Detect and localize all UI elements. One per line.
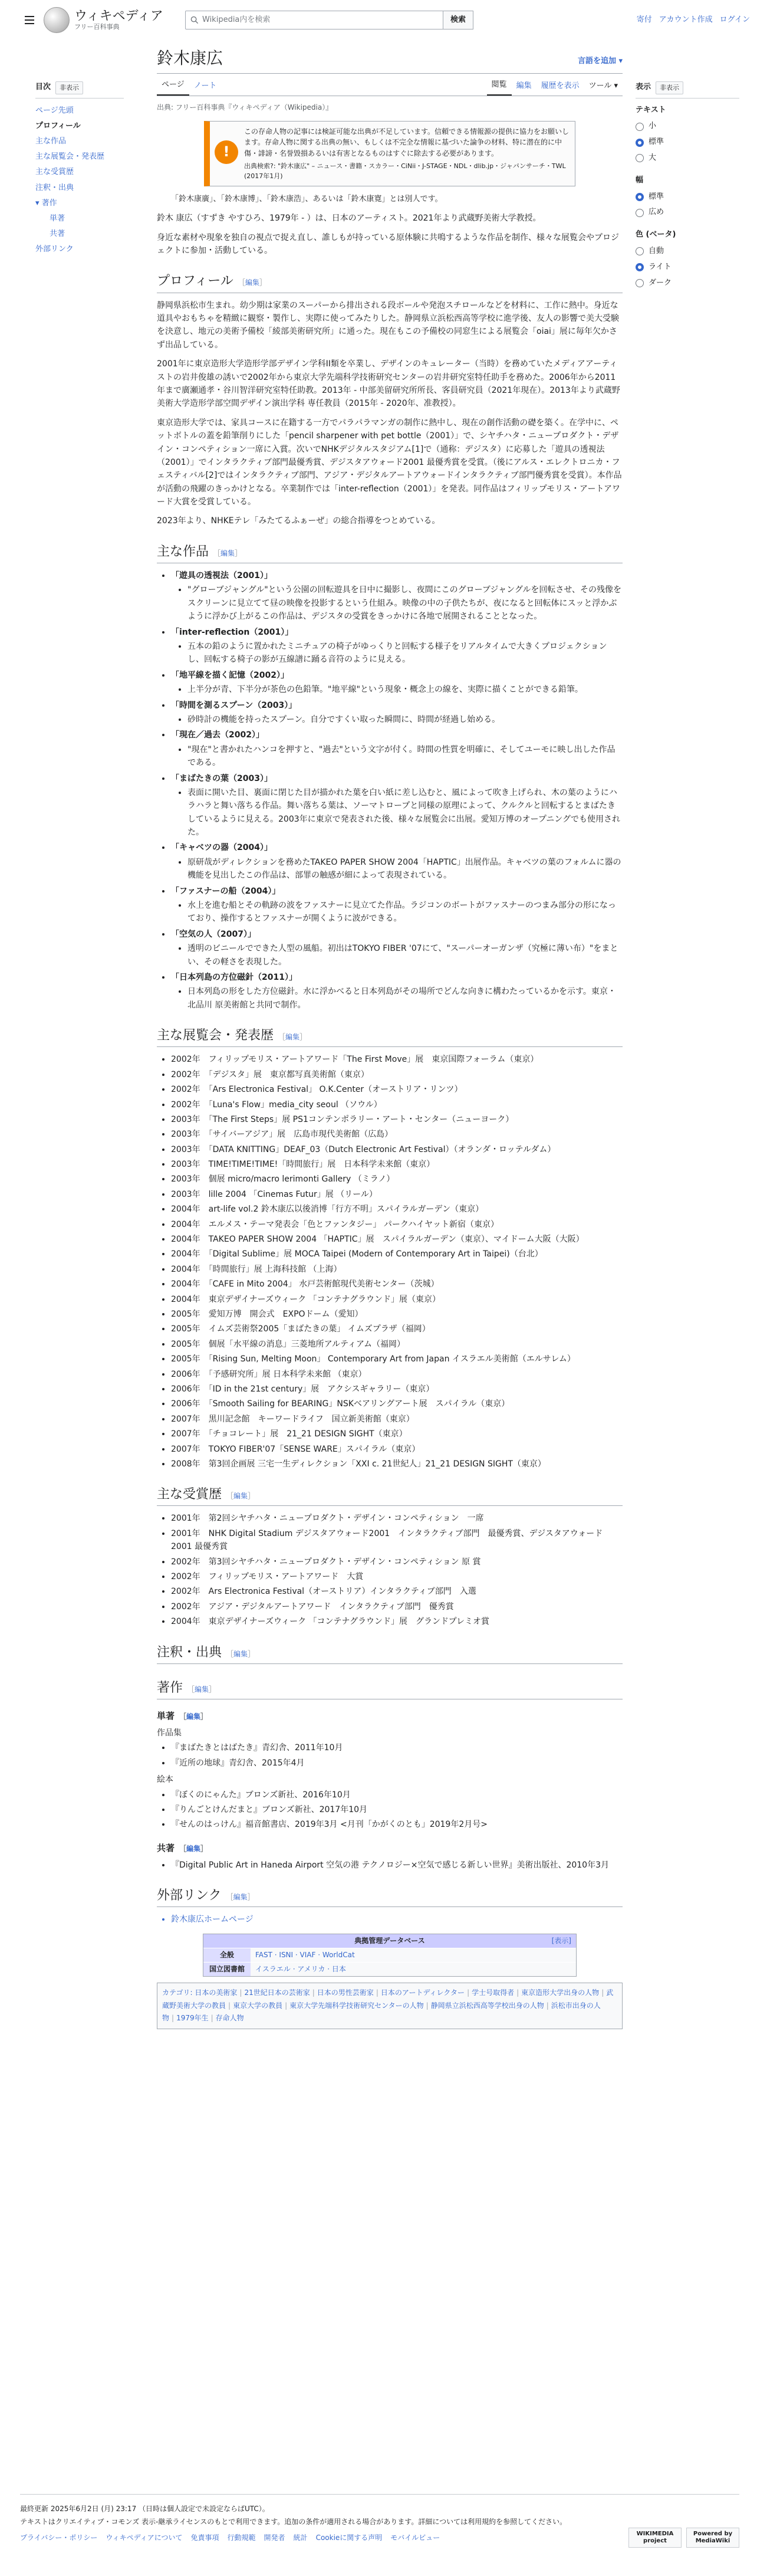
radio-icon[interactable] [636, 193, 644, 201]
license-text: テキストはクリエイティブ・コモンズ 表示-継承ライセンスのもとで利用できます。追加の条件が適用される場合があります。詳細については利用規約を参照してください。 [20, 2517, 567, 2526]
edit-link[interactable]: 編集 [186, 1844, 201, 1853]
work-title: 「日本列島の方位磁針（2011）」 [171, 972, 297, 982]
footer-link[interactable]: 行動規範 [227, 2534, 256, 2542]
work-title: 「空気の人（2007）」 [171, 929, 256, 939]
exhibition-item: • 2006年 「予感研究所」展 日本科学未来館 （東京） [171, 1368, 623, 1381]
authority-title: 典拠管理データベース [表示] [203, 1934, 576, 1948]
exhibition-item: • 2003年 lille 2004 「Cinemas Futur」展 （リール） [171, 1188, 623, 1201]
wikipedia-globe-icon [44, 7, 70, 33]
award-item: • 2002年 フィリップモリス・アートアワード 大賞 [171, 1570, 623, 1583]
tab-read[interactable]: 閲覧 [487, 76, 512, 96]
option-label: 小 [649, 122, 657, 131]
radio-icon[interactable] [636, 154, 644, 162]
category-link[interactable]: 学士号取得者 [472, 1988, 515, 1997]
work-title: 「現在／過去（2002）」 [171, 730, 264, 740]
work-title: 「ファスナーの船（2004）」 [171, 886, 281, 896]
page-title [157, 48, 623, 74]
exhibition-item: • 2002年 「デジスタ」展 東京都写真美術館（東京） [171, 1068, 623, 1081]
work-title: 「まばたきの葉（2003）」 [171, 773, 272, 783]
exhibition-item: • 2007年 黒川記念館 キーワードライフ 国立新美術館（東京） [171, 1413, 623, 1426]
footer-link[interactable]: 開発者 [264, 2534, 285, 2542]
awards-list [171, 1512, 623, 1628]
category-link[interactable]: 東京大学先端科学技術研究センターの人物 [289, 2001, 424, 2010]
last-modified: 最終更新 2025年6月2日 (月) 23:17 （日時は個人設定で未設定ならばUTC）。 [20, 2505, 269, 2513]
work-title: 「キャベツの器（2004）」 [171, 843, 272, 853]
work-item [171, 569, 623, 624]
exhibition-item: • 2004年 エルメス・テーマ発表会「色とファンタジー」 パークハイヤット新宿（東京） [171, 1218, 623, 1231]
edit-link[interactable]: 編集 [233, 1649, 248, 1658]
toc-item[interactable]: 主な受賞歴 [35, 168, 74, 177]
work-description: • "グローブジャングル"という公園の回転遊具を日中に撮影し、夜間にこのグローブジャングルを回転させ、その残像をスクリーンに見立てて昼の映像を投影するという仕組み。映像の中の子供たちが、夜になると回転体にスッと浮かぶように浮かび上がるこの作品は、デジスタの受賞をきっかけに各地で展開されることとなった。 [187, 583, 623, 623]
exhibition-item: • 2005年 個展「水平線の消息」三菱地所アルティアム（福岡） [171, 1338, 623, 1351]
book-list [171, 1789, 623, 1832]
login-link[interactable]: ログイン [719, 15, 750, 24]
work-title: 「地平線を描く記憶（2002）」 [171, 670, 289, 680]
external-links-list [171, 1913, 623, 1926]
section-profile-heading: プロフィール ［編集］ [157, 270, 623, 293]
table-of-contents [35, 81, 124, 257]
exhibition-item: • 2003年 「サイバーアジア」展 広島市現代美術館（広島） [171, 1128, 623, 1141]
external-link[interactable]: • 鈴木康広ホームページ [171, 1913, 623, 1926]
notice-source-search[interactable]: 出典検索?: "鈴木康広" – ニュース・書籍・スカラー・CiNii・J-STAGE・NDL・dlib.jp・ジャパンサーチ・TWL (2017年1月) [244, 162, 566, 181]
category-link[interactable]: 1979年生 [176, 2014, 209, 2023]
work-description: • "現在"と書かれたハンコを押すと、"過去"という文字が付く。時間の性質を明確に、そしてユーモに映し出した作品である。 [187, 743, 623, 770]
tab-history[interactable]: 履歴を表示 [541, 81, 580, 90]
footer-link[interactable]: 統計 [293, 2534, 308, 2542]
add-languages-button[interactable]: 言語を追加 ▾ [577, 56, 623, 65]
work-item [171, 699, 623, 727]
work-item [171, 729, 623, 769]
section-books-heading: 著作 ［編集］ [157, 1677, 623, 1699]
book-group-label: 作品集 [157, 1728, 182, 1738]
exhibition-item: • 2003年 個展 micro/macro lerimonti Gallery （ミラノ） [171, 1173, 623, 1186]
appearance-option[interactable] [636, 119, 739, 134]
work-item [171, 772, 623, 839]
toc-title: 目次 [35, 83, 51, 92]
work-item [171, 885, 623, 926]
exhibition-item: • 2002年 フィリップモリス・アートアワード「The First Move」展 東京国際フォーラム（東京） [171, 1053, 623, 1066]
award-item: • 2002年 第3回シヤチハタ・ニュープロダクト・デザイン・コンペティション 原 賞 [171, 1556, 623, 1568]
work-description: • 五本の鉛のように置かれたミニチュアの椅子がゆっくりと回転する様子をリアルタイムで大きくプロジェクションし、回転する椅子の影が五線譜に踊る音符のように見える。 [187, 640, 623, 667]
tab-edit[interactable]: 編集 [516, 81, 532, 90]
edit-link[interactable]: 編集 [233, 1492, 248, 1501]
work-title: 「inter-reflection（2001）」 [171, 627, 294, 637]
warning-icon: ! [215, 140, 238, 164]
exhibition-item: • 2006年 「Smooth Sailing for BEARING」NSKベアリングアート展 スパイラル（東京） [171, 1397, 623, 1410]
work-item [171, 669, 623, 697]
work-title: 「遊具の透視法（2001）」 [171, 571, 272, 581]
appearance-group [636, 104, 739, 166]
section-notes-heading: 注釈・出典 ［編集］ [157, 1642, 623, 1664]
footer-link[interactable]: モバイルビュー [390, 2534, 440, 2542]
authority-key: 全般 [203, 1948, 251, 1962]
donate-link[interactable]: 寄付 [636, 15, 652, 24]
exhibition-item: • 2005年 愛知万博 開会式 EXPOドーム（愛知） [171, 1308, 623, 1321]
book-item: • 『近所の地球』青幻舎、2015年4月 [171, 1757, 623, 1770]
search-input[interactable] [185, 11, 443, 29]
option-label: 大 [649, 153, 657, 162]
category-link[interactable]: 浜松市出身の人物 [162, 2001, 601, 2023]
joint-books-list [171, 1859, 623, 1872]
appearance-option[interactable] [636, 205, 739, 221]
appearance-title: 表示 [636, 83, 651, 92]
section-links-heading: 外部リンク ［編集］ [157, 1885, 623, 1907]
award-item: • 2001年 第2回シヤチハタ・ニュープロダクト・デザイン・コンペティション 一席 [171, 1512, 623, 1525]
option-label: ライト [649, 262, 672, 271]
toc-item[interactable]: 外部リンク [35, 245, 74, 254]
section-works-heading: 主な作品 ［編集］ [157, 541, 623, 563]
edit-link[interactable]: 編集 [233, 1893, 248, 1902]
notice-box [204, 121, 575, 187]
toc-item[interactable]: プロフィール [35, 121, 81, 130]
category-links: カテゴリ: 日本の美術家 | 21世紀日本の芸術家 | 日本の男性芸術家 | 日本のアートディレクター | 学士号取得者 | 東京造形大学出身の人物 | 武蔵野美術大学の教員 | 東京大学の教員 | 東京大学先端科学技術研究センターの人物 | 静岡県立浜松西高等学校出身の人物 | 浜松市出身の人物 | 1979年生 | 存命人物 [157, 1983, 623, 2029]
page-tabs [157, 74, 623, 96]
toc-hide-button[interactable]: 非表示 [55, 81, 83, 94]
award-item: • 2001年 NHK Digital Stadium デジスタアウォード2001 インタラクティブ部門 最優秀賞、デジスタアウォード2001 最優秀賞 [171, 1527, 623, 1554]
book-item: • 『ぼくのにゃんた』ブロンズ新社、2016年10月 [171, 1789, 623, 1801]
appearance-option[interactable] [636, 275, 739, 291]
intro-paragraph-2: 身近な素材や現象を独自の視点で捉え直し、誰しもが持っている原体験に共鳴するような作品を制作、様々な展覧会やプロジェクトに参加・活動している。 [157, 232, 619, 256]
category-link[interactable]: 静岡県立浜松西高等学校出身の人物 [430, 2001, 544, 2010]
category-link[interactable]: 日本の美術家 [195, 1988, 238, 1997]
toc-list [35, 103, 124, 258]
toc-item[interactable]: 主な展覧会・発表歴 [35, 152, 105, 162]
create-account-link[interactable]: アカウント作成 [659, 15, 713, 24]
subsection-single-heading: 単著 ［編集］ [157, 1710, 208, 1721]
profile-paragraph: 2001年に東京造形大学造形学部デザイン学科II類を卒業し、デザインのキュレーター（当時）を務めていたメディアアーティストの岩井俊雄の誘いで2002年から東京大学先端科学技術研究センターの岩井研究室特任助手を務めた。2006年から2011年まで廣瀬通孝・谷川智洋研究室特任助教。2013年 - 中部美留研究所所長、客員研究員（2021年現在）。2013年より武蔵野美術大学造形学部空間デザイン演出学科 専任教員（2015年 - 2020年、准教授）。 [157, 359, 620, 409]
edit-link[interactable]: 編集 [186, 1712, 201, 1721]
exhibition-item: • 2005年 イムズ芸術祭2005「まばたきの葉」 イムズプラザ（福岡） [171, 1323, 623, 1335]
header [0, 0, 757, 40]
appearance-group [636, 175, 739, 221]
works-list [171, 569, 623, 1012]
profile-paragraph: 静岡県浜松市生まれ。幼少期は家業のスーパーから排出される段ボールや発泡スチロールなどを材料に、工作に熱中。身近な道具やおもちゃを精緻に観察・製作し、実際に使ってみたりした。静岡県立浜松西高等学校に進学後、友人の影響で美大受験を決意し、地元の美術予備校「綾部美術研究所」に通った。現在もこの予備校の同窓生による展覧会「oiai」展に毎年欠かさず出品している。 [157, 300, 619, 350]
subsection-joint-heading: 共著 ［編集］ [157, 1842, 208, 1853]
exhibition-item: • 2003年 TIME!TIME!TIME!「時間旅行」展 日本科学未来館（東京） [171, 1158, 623, 1171]
appearance-group-title: テキスト [636, 105, 666, 114]
exhibition-item: • 2002年 「Ars Electronica Festival」 O.K.Center（オーストリア・リンツ） [171, 1083, 623, 1096]
main-content [157, 48, 623, 2029]
radio-icon[interactable] [636, 263, 644, 271]
option-label: 標準 [649, 137, 664, 147]
category-link[interactable]: 武蔵野美術大学の教員 [162, 1988, 614, 2010]
wikimedia-badge[interactable]: WIKIMEDIA project [628, 2528, 682, 2548]
award-item: • 2002年 アジア・デジタルアートアワード インタラクティブ部門 優秀賞 [171, 1600, 623, 1613]
logo-subtitle: フリー百科事典 [74, 23, 120, 31]
single-books [157, 1727, 623, 1832]
edit-link[interactable]: 編集 [220, 549, 235, 557]
authority-value[interactable]: FAST · ISNI · VIAF · WorldCat [251, 1948, 576, 1962]
exhibition-item: • 2004年 「Digital Sublime」展 MOCA Taipei (Modern of Contemporary Art in Taipei)（台北） [171, 1248, 623, 1261]
search-form [185, 11, 473, 29]
exhibition-item: • 2007年 「チョコレート」展 21_21 DESIGN SIGHT（東京） [171, 1428, 623, 1440]
work-description: • 砂時計の機能を持ったスプーン。自分ですくい取った瞬間に、時間が経過し始める。 [187, 713, 623, 726]
edit-link[interactable]: 編集 [195, 1685, 209, 1694]
radio-icon[interactable] [636, 279, 644, 287]
book-item: • 『りんごとけんだまと』ブロンズ新社、2017年10月 [171, 1803, 623, 1816]
exhibition-item: • 2008年 第3回企画展 三宅一生ディレクション「XXI c. 21世紀人」21_21 DESIGN SIGHT（東京） [171, 1458, 623, 1471]
appearance-option[interactable] [636, 260, 739, 275]
exhibition-item: • 2004年 art-life vol.2 鈴木康広以後消博「行方不明」スパイラルガーデン（東京） [171, 1203, 623, 1216]
edit-link[interactable]: 編集 [285, 1033, 300, 1042]
edit-link[interactable]: 編集 [245, 278, 259, 287]
user-links [637, 14, 750, 27]
page-title-text: 鈴木康広 [157, 50, 223, 68]
book-item: • 『せんのはっけん』福音館書店、2019年3月 <月刊「かがくのとも」2019年2月号> [171, 1818, 623, 1831]
footer [20, 2494, 739, 2545]
toc-item[interactable]: 共著 [50, 229, 65, 239]
category-link[interactable]: 日本の男性芸術家 [317, 1988, 374, 1997]
appearance-option[interactable] [636, 189, 739, 205]
mediawiki-badge[interactable]: Powered by MediaWiki [686, 2528, 739, 2548]
radio-icon[interactable] [636, 247, 644, 255]
appearance-group-title: 色 (ベータ) [636, 230, 676, 239]
toc-item[interactable]: 主な作品 [35, 136, 67, 146]
work-description: • 原研哉がディレクションを務めたTAKEO PAPER SHOW 2004「HAPTIC」出展作品。キャベツの葉のフォルムに器の機能を見出したこの作品は、部罪の触感が細によって表現されている。 [187, 856, 623, 882]
intro-paragraph-1: 鈴木 康広（すずき やすひろ、1979年 - ）は、日本のアーティスト。2021年より武蔵野美術大学教授。 [157, 214, 541, 224]
notice-text: この存命人物の記事には検証可能な出典が不足しています。信頼できる情報源の提供に協力をお願いします。存命人物に関する出典の無い、もしくは不完全な情報に基づいた論争の材料、特に潜在的に中傷・誹謗・名誉毀損あるいは有害となるものはすぐに除去する必要があります。 [244, 127, 570, 157]
work-description: • 水上を進む船とその軌跡の波をファスナーに見立てた作品。ラジコンのボートがファスナーのつまみ部分の形になっており、操作するとファスナーが開くように波ができる。 [187, 899, 623, 926]
category-link[interactable]: 存命人物 [215, 2014, 244, 2023]
exhibition-item: • 2007年 TOKYO FIBER'07「SENSE WARE」スパイラル（東京） [171, 1443, 623, 1456]
appearance-panel [636, 81, 739, 299]
footer-link[interactable]: ウィキペディアについて [106, 2534, 183, 2542]
exhibition-item: • 2003年 「DATA KNITTING」DEAF_03（Dutch Electronic Art Festival）（オランダ・ロッテルダム） [171, 1143, 623, 1156]
tools-menu[interactable]: ツール ▾ [588, 81, 618, 90]
profile-paragraph: 東京造形大学では、家具コースに在籍する一方でパラパラマンガの制作に熱中し、現在の創作活動の礎を築く。在学中に、ペットボトルの蓋を鉛筆削りにした「pencil sharpener with pet bottle（2001）」で、シヤチハタ・ニュープロダクト・デザイン・コンペティション一席に入賞。次いでNHKデジタルスタジアム[1]で（通称：デジスタ）に応募した「遊具の透視法（2001）」でインタラクティブ部門最優秀賞、デジスタアウォード2001 最優秀賞を受賞。（後にアルス・エレクトロニカ・フェスティバル[2]ではインタラクティブ部門、アジア・デジタルアートアウォードインタラクティブ部門優秀賞を受賞）。本作品が活動の飛躍のきっかけとなる。卒業制作では「inter-reflection（2001）」を発表。同作品はフィリップモリス・アートアワード大賞を受賞している。 [157, 418, 622, 507]
site-sub: 出典: フリー百科事典『ウィキペディア（Wikipedia）』 [157, 103, 333, 112]
exhibition-item: • 2004年 「時間旅行」展 上海科技館 （上海） [171, 1263, 623, 1276]
book-item: • 『Digital Public Art in Haneda Airport 空気の港 テクノロジー×空気で感じる新しい世界』美術出版社、2010年3月 [171, 1859, 623, 1872]
option-label: 広め [649, 208, 664, 217]
appearance-group [636, 229, 739, 291]
search-placeholder: Wikipedia内を検索 [202, 15, 271, 24]
appearance-option[interactable] [636, 244, 739, 260]
hatnote: 「鈴木康廣」、「鈴木康博」、「鈴木康浩」、あるいは「鈴木康寛」とは別人です。 [171, 195, 443, 204]
exhibition-item: • 2004年 「CAFE in Mito 2004」 水戸芸術館現代美術センター（茨城） [171, 1278, 623, 1291]
footer-link[interactable]: プライバシー・ポリシー [20, 2534, 98, 2542]
toc-item[interactable]: ページ先頭 [35, 106, 74, 115]
book-group-label: 絵本 [157, 1775, 173, 1785]
category-link[interactable]: 東京造形大学出身の人物 [521, 1988, 600, 1997]
toc-item[interactable]: 注釈・出典 [35, 183, 74, 192]
exhibition-item: • 2004年 東京デザイナーズウィーク 「コンテナグラウンド」展（東京） [171, 1293, 623, 1306]
wikipedia-logo[interactable] [44, 7, 173, 33]
tab-page[interactable]: ページ [157, 76, 189, 96]
profile-paragraph: 2023年より、NHKEテレ「みたてるふぁーぜ」の総合指導をつとめている。 [157, 516, 440, 526]
book-list [171, 1741, 623, 1770]
section-awards-heading: 主な受賞歴 ［編集］ [157, 1484, 623, 1506]
categories-label[interactable]: カテゴリ: [162, 1988, 193, 1997]
appearance-option[interactable] [636, 134, 739, 150]
work-description: • 表面に開いた目、裏面に閉じた目が描かれた葉を白い紙に差し込むと、風によって吹き上げられ、木の葉のようにハラハラと舞い落ちる作品。舞い落ちる葉は、ソーマトロープと同様の原理によって、クルクルと回転するとまばたきしているように見える。2003年に東京で発表された後、様々な展覧会に出展。愛知万博のオープニングでも使用された。 [187, 786, 623, 839]
category-link[interactable]: 東京大学の教員 [233, 2001, 283, 2010]
authority-value[interactable]: イスラエル · アメリカ · 日本 [251, 1963, 576, 1976]
work-item [171, 841, 623, 882]
authority-control [203, 1934, 577, 1977]
appearance-hide-button[interactable]: 非表示 [656, 81, 683, 94]
award-item: • 2004年 東京デザイナーズウィーク 「コンテナグラウンド」展 グランドプレミオ賞 [171, 1615, 623, 1628]
toc-item[interactable]: ▾ 著作 [35, 198, 57, 208]
search-button[interactable]: 検索 [443, 11, 473, 29]
footer-link[interactable]: Cookieに関する声明 [315, 2534, 383, 2542]
option-label: 自動 [649, 246, 664, 255]
appearance-option[interactable] [636, 150, 739, 166]
work-item [171, 928, 623, 969]
work-item [171, 626, 623, 667]
radio-icon[interactable] [636, 209, 644, 217]
book-item: • 『まばたきとはばたき』青幻舎、2011年10月 [171, 1741, 623, 1754]
appearance-group-title: 幅 [636, 175, 644, 185]
exhibition-item: • 2002年 「Luna's Flow」media_city seoul （ソウル） [171, 1098, 623, 1111]
search-icon [190, 16, 199, 24]
work-item [171, 971, 623, 1012]
exhibitions-list [171, 1053, 623, 1471]
work-title: 「時間を測るスプーン（2003）」 [171, 700, 297, 710]
exhibition-item: • 2003年 「The First Steps」展 PS1コンテンポラリー・アート・センター（ニューヨーク） [171, 1113, 623, 1126]
exhibition-item: • 2005年 「Rising Sun, Melting Moon」 Contemporary Art from Japan イスラエル美術館（エルサレム） [171, 1353, 623, 1366]
award-item: • 2002年 Ars Electronica Festival（オーストリア）インタラクティブ部門 入選 [171, 1585, 623, 1598]
work-description: • 透明のビニールでできた人型の風船。初出はTOKYO FIBER '07にて、"スーパーオーガンザ（究極に薄い布）"をまとい、その軽さを表現した。 [187, 942, 623, 969]
work-description: • 上半分が青、下半分が茶色の色鉛筆。"地平線"という現象・概念上の線を、実際に描くことができる鉛筆。 [187, 683, 623, 696]
radio-icon[interactable] [636, 139, 644, 147]
category-link[interactable]: 21世紀日本の芸術家 [244, 1988, 310, 1997]
option-label: 標準 [649, 192, 664, 201]
work-description: • 日本列島の形をした方位磁針。水に浮かべると日本列島がその場所でどんな向きに構わたっているかを示す。東京・北品川 原美術館と共同で制作。 [187, 985, 623, 1012]
category-link[interactable]: 日本のアートディレクター [380, 1988, 465, 1997]
exhibition-item: • 2004年 TAKEO PAPER SHOW 2004 「HAPTIC」展 スパイラルガーデン（東京）、マイドーム大阪（大阪） [171, 1233, 623, 1246]
option-label: ダーク [649, 278, 672, 287]
logo-title: ウィキペディア [74, 8, 163, 24]
section-exhibitions-heading: 主な展覧会・発表歴 ［編集］ [157, 1025, 623, 1047]
authority-key: 国立図書館 [203, 1963, 251, 1976]
exhibition-item: • 2006年 「ID in the 21st century」展 アクシスギャラリー（東京） [171, 1383, 623, 1396]
tab-talk[interactable]: ノート [193, 81, 217, 90]
authority-toggle[interactable]: [表示] [551, 1936, 571, 1945]
toc-item[interactable]: 単著 [50, 214, 65, 223]
main-menu-button[interactable] [20, 11, 39, 29]
radio-icon[interactable] [636, 123, 644, 131]
footer-link[interactable]: 免責事項 [190, 2534, 219, 2542]
